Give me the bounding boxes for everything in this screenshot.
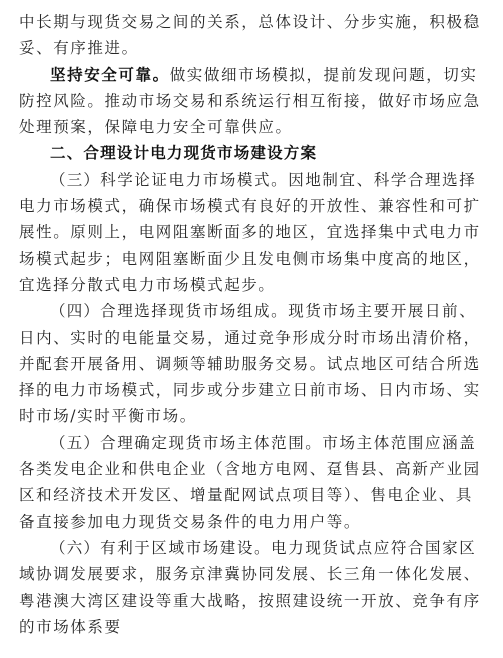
- paragraph-lead: 坚持安全可靠。: [50, 64, 170, 84]
- paragraph-continuation: 中长期与现货交易之间的关系，总体设计、分步实施，积极稳妥、有序推进。: [19, 13, 481, 58]
- paragraph-item-4: [19, 298, 487, 429]
- paragraph-safety-reliability: [19, 62, 487, 141]
- paragraph-lead: 合理确定现货市场主体范围。: [100, 433, 323, 452]
- paragraph-body: 因地制宜、科学合理选择电力市场模式，确保市场模式有良好的开放性、兼容性和可扩展性。原则上，电网阻塞断面多的地区，宜选择集中式电力市场模式起步；电网阻塞断面少且发电侧市场集中度高的地区，宜选择分散式电力市场模式起步。: [19, 170, 481, 294]
- section-heading: 二、合理设计电力现货市场建设方案: [50, 144, 318, 163]
- paragraph-body: 做实做细市场模拟，提前发现问题，切实防控风险。推动市场交易和系统运行相互衔接，做好市场应急处理预案，保障电力安全可靠供应。: [19, 65, 481, 137]
- paragraph-lead: 有利于区域市场建设。: [100, 538, 272, 557]
- item-number: （三）: [50, 170, 101, 189]
- item-number: （四）: [50, 302, 101, 321]
- paragraph-item-6: [19, 535, 487, 640]
- item-number: （六）: [50, 538, 101, 557]
- paragraph-item-3: [19, 167, 487, 298]
- paragraph-lead: 合理选择现货市场组成。: [100, 302, 289, 321]
- paragraph-body: 现货市场主要开展日前、日内、实时的电能量交易，通过竞争形成分时市场出清价格，并配套开展备用、调频等辅助服务交易。试点地区可结合所选择的电力市场模式，同步或分步建立日前市场、日内市场、实时市场/实时平衡市场。: [19, 302, 481, 426]
- paragraph-lead: 科学论证电力市场模式。: [100, 170, 289, 189]
- paragraph-body: 市场主体范围应涵盖各类发电企业和供电企业（含地方电网、趸售县、高新产业园区和经济技术开发区、增量配网试点项目等）、售电企业、具备直接参加电力现货交易条件的电力用户等。: [19, 433, 481, 531]
- paragraph-item-5: [19, 430, 487, 535]
- item-number: （五）: [50, 433, 101, 452]
- paragraph-body: 电力现货试点应符合国家区域协调发展要求，服务京津冀协同发展、长三角一体化发展、粤港澳大湾区建设等重大战略，按照建设统一开放、竞争有序的市场体系要: [19, 538, 481, 636]
